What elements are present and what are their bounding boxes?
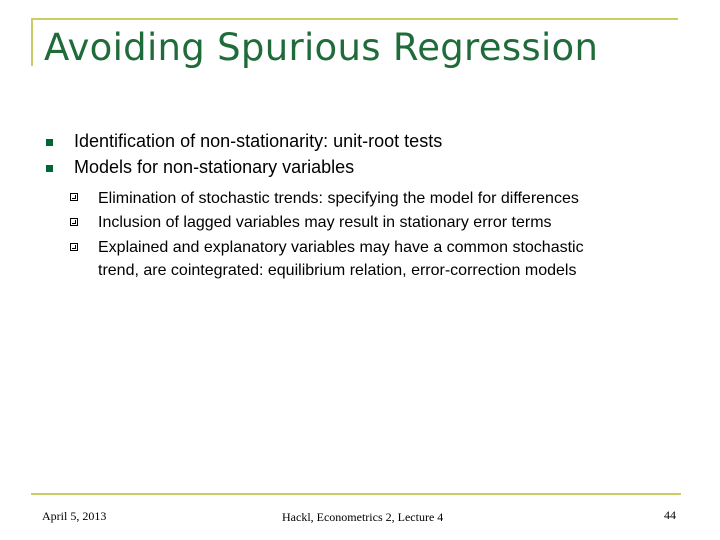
hollow-square-bullet-icon <box>70 218 78 226</box>
sub-bullet-text: Inclusion of lagged variables may result in stationary error terms <box>98 214 552 231</box>
bullet-text: Models for non-stationary variables <box>74 157 355 177</box>
bottom-rule <box>31 493 681 495</box>
slide-title: Avoiding Spurious Regression <box>44 26 599 69</box>
sub-bullet-text: Elimination of stochastic trends: specifying the model for differences <box>98 190 579 207</box>
bullet-text: Identification of non-stationarity: unit-root tests <box>74 131 443 151</box>
left-rule <box>31 18 33 66</box>
hollow-square-bullet-icon <box>70 193 78 201</box>
hollow-square-bullet-icon <box>70 243 78 251</box>
square-bullet-icon <box>46 165 53 172</box>
page-number: 44 <box>664 508 676 522</box>
top-rule <box>31 18 678 20</box>
footer-date: April 5, 2013 <box>42 509 107 523</box>
square-bullet-icon <box>46 139 53 146</box>
footer-title: Hackl, Econometrics 2, Lecture 4 <box>282 510 444 524</box>
sub-bullet-text: Explained and explanatory variables may have a common stochastic <box>98 239 584 256</box>
sub-bullet-text-continued: trend, are cointegrated: equilibrium relation, error-correction models <box>98 262 577 279</box>
